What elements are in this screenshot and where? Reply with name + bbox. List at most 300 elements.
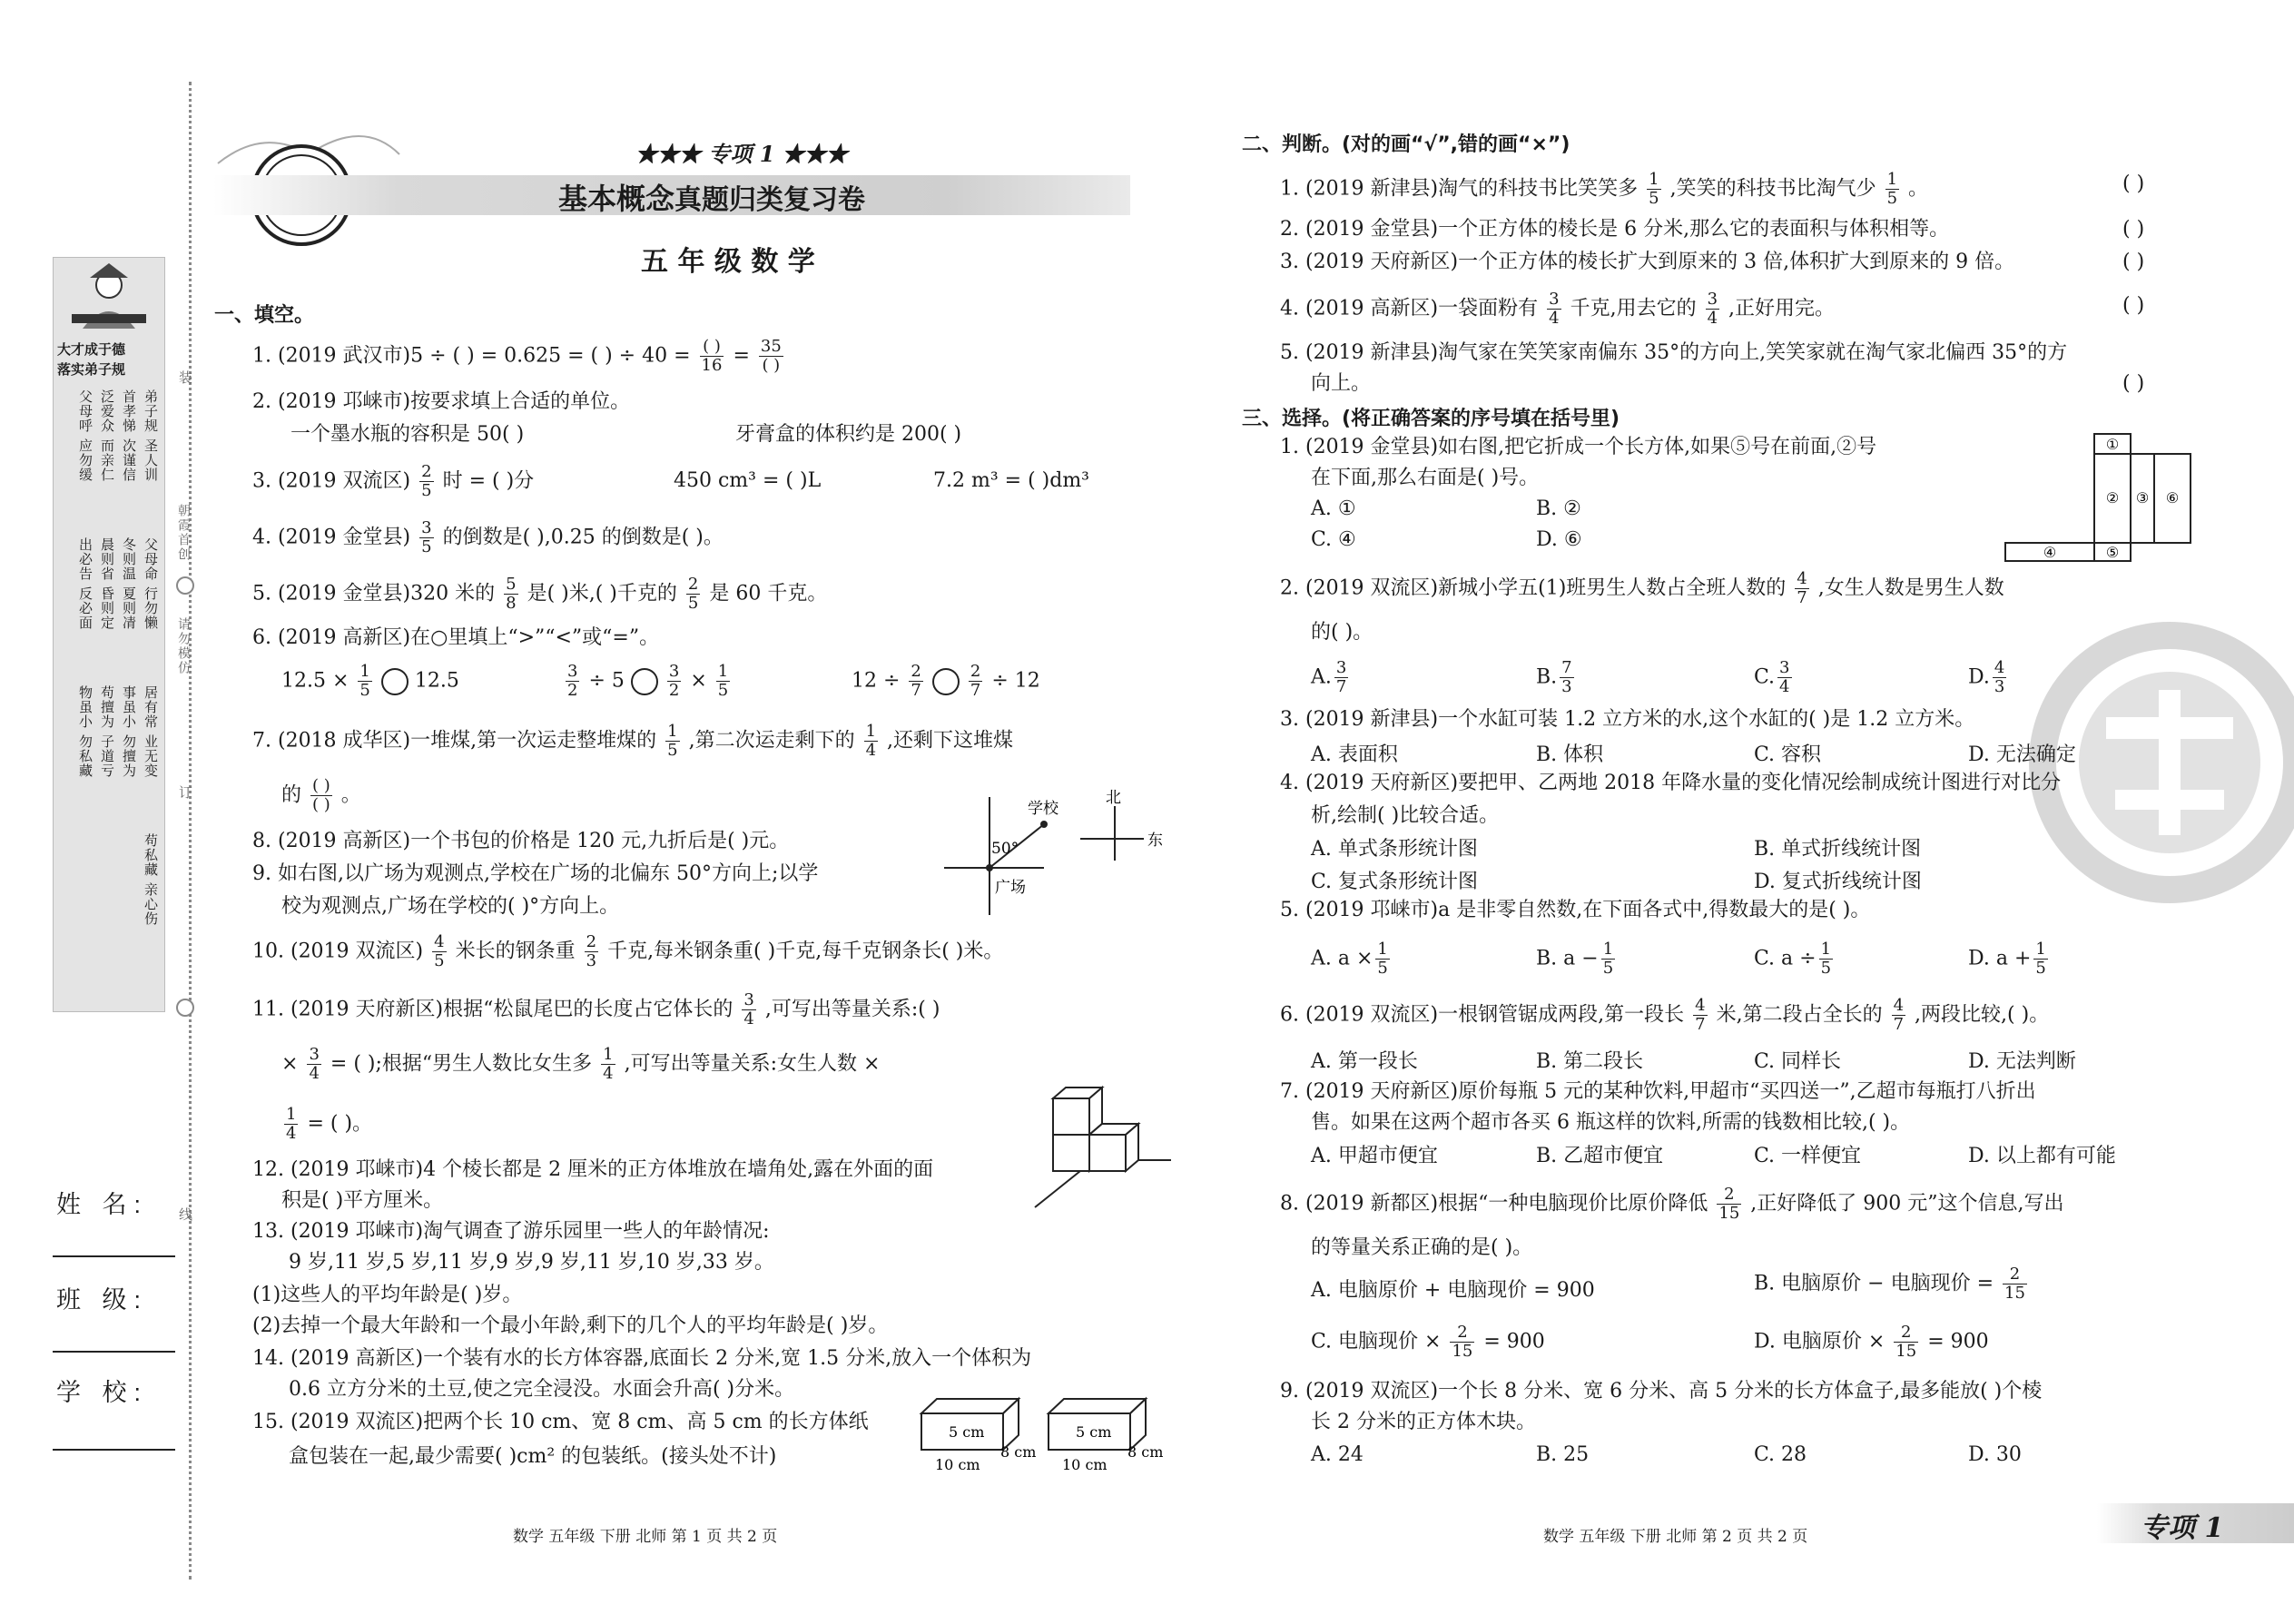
choice-7b[interactable]: 售。如果在这两个超市各买 6 瓶这样的饮料,所需的钱数相比较,( )。 <box>1311 1111 1911 1134</box>
fold-text-2: 订 <box>177 785 193 801</box>
fraction-answer[interactable] <box>310 777 332 814</box>
page-footer-right: 数学 五年级 下册 北师 第 2 页 共 2 页 <box>1543 1528 1808 1546</box>
fraction <box>969 663 982 700</box>
fraction-num: 4 <box>1994 658 2005 677</box>
fraction <box>1450 1324 1474 1361</box>
fraction-den: 5 <box>1602 959 1614 978</box>
question-10 <box>252 933 1003 970</box>
choice-2-opt-c[interactable] <box>1754 659 1795 696</box>
fraction-num: 5 <box>506 575 517 594</box>
question-9a: 9. 如右图,以广场为观测点,学校在广场的北偏东 50°方向上;以学 <box>252 862 819 885</box>
q11-prefix: 11. (2019 天府新区)根据“松鼠尾巴的长度占它体长的 <box>252 998 733 1021</box>
c6-mid: 米,第二段占全长的 <box>1716 1003 1883 1027</box>
fold-text-4: 请勿模仿 <box>176 617 191 675</box>
fraction-den: 4 <box>309 1064 320 1083</box>
j1-end: 。 <box>1908 177 1929 201</box>
q10-blanks[interactable]: 千克,每米钢条重( )千克,每千克钢条长( )米。 <box>607 940 1004 963</box>
fraction <box>1647 171 1660 208</box>
fraction <box>909 663 922 700</box>
fraction-num: 2 <box>970 662 981 681</box>
fraction-den: 4 <box>743 1009 754 1029</box>
fraction <box>665 723 679 760</box>
q1-text: 1. (2019 武汉市)5 ÷ ( ) = 0.625 = ( ) ÷ 40 = <box>252 344 691 368</box>
fraction <box>1777 659 1791 696</box>
question-14b[interactable]: 0.6 立方分米的土豆,使之完全浸没。水面会升高( )分米。 <box>289 1378 795 1401</box>
q11-times: × <box>281 1052 299 1076</box>
motto-col: 泛爱众 而亲仁 <box>99 389 115 482</box>
motto-col: 苟擅为 子道亏 <box>99 685 115 778</box>
fraction-den: 7 <box>1893 1015 1905 1034</box>
question-2b[interactable]: 牙膏盒的体积约是 200( ) <box>735 423 962 446</box>
compare-c <box>852 663 1040 700</box>
choice-8-opt-a[interactable]: A. 电脑原价 + 电脑现价 = 900 <box>1311 1279 1595 1302</box>
question-12b[interactable]: 积是( )平方厘米。 <box>281 1189 444 1212</box>
net-face-4: ④ <box>2043 544 2057 561</box>
fraction <box>742 991 755 1029</box>
fraction-num: 2 <box>1894 1324 1918 1343</box>
question-2: 2. (2019 邛崃市)按要求填上合适的单位。 <box>252 390 631 413</box>
choice-2b[interactable]: 的( )。 <box>1311 621 1373 644</box>
fraction-num: 1 <box>286 1105 297 1124</box>
opt-expr: C. 电脑现价 × <box>1311 1330 1442 1353</box>
sidebar-motto-panel <box>53 257 165 1012</box>
question-13-1[interactable]: (1)这些人的平均年龄是( )岁。 <box>252 1284 523 1306</box>
fraction <box>1717 1186 1741 1223</box>
c8-suffix: ,正好降低了 900 元”这个信息,写出 <box>1750 1192 2064 1216</box>
question-11-line3 <box>281 1106 372 1143</box>
choice-4-opt-c[interactable]: C. 复式条形统计图 <box>1311 871 1479 893</box>
judge-5-answer[interactable]: ( ) <box>2122 372 2145 395</box>
fraction-num: 3 <box>668 662 680 681</box>
section-subtitle: ★★★ 专项 1 ★★★ <box>635 141 848 167</box>
fraction <box>1894 1324 1918 1361</box>
fraction <box>1334 659 1348 696</box>
compare-circle[interactable] <box>932 668 960 695</box>
north-label: 北 <box>1106 789 1121 807</box>
choice-4b[interactable]: 析,绘制( )比较合适。 <box>1311 804 1500 827</box>
fraction-num: 2 <box>1717 1186 1741 1205</box>
fraction <box>1795 570 1808 607</box>
fraction <box>1547 290 1561 328</box>
judge-5b: 向上。 <box>1311 372 1372 395</box>
judge-2-answer[interactable]: ( ) <box>2122 218 2145 241</box>
opt-expr: A. a × <box>1311 947 1373 970</box>
fraction-den: 3 <box>1561 677 1572 696</box>
fraction-den: 5 <box>717 681 729 700</box>
name-label: 姓 名: <box>56 1191 149 1218</box>
fold-text-5: 线 <box>177 1207 193 1223</box>
choice-2-opt-a[interactable] <box>1311 659 1351 696</box>
judge-2: 2. (2019 金堂县)一个正方体的棱长是 6 分米,那么它的表面积与体积相等。 <box>1280 218 1950 241</box>
fraction <box>1819 940 1833 978</box>
fraction-num: 4 <box>434 932 445 951</box>
fraction <box>1601 940 1615 978</box>
fraction-den: 4 <box>1549 309 1560 328</box>
choice-1a: 1. (2019 金堂县)如右图,把它折成一个长方体,如果⑤号在前面,②号 <box>1280 436 1877 458</box>
fraction-num: 3 <box>567 662 578 681</box>
c6-prefix: 6. (2019 双流区)一根钢管锯成两段,第一段长 <box>1280 1003 1685 1027</box>
fraction-num: 3 <box>1779 658 1790 677</box>
fraction-num: 1 <box>1820 940 1832 959</box>
fraction <box>686 576 700 613</box>
question-7-answer <box>281 777 361 814</box>
fraction-den: 5 <box>1649 189 1659 208</box>
q4-prefix: 4. (2019 金堂县) <box>252 526 411 549</box>
q3-blank-2[interactable]: 450 cm³ = ( )L <box>674 469 822 492</box>
choice-9-opt-b[interactable]: B. 25 <box>1536 1443 1590 1466</box>
q7-mid: ,第二次运走剩下的 <box>688 729 855 753</box>
opt-expr: C. a ÷ <box>1754 947 1816 970</box>
box1-height: 5 cm <box>949 1423 985 1441</box>
fraction <box>1993 659 2006 696</box>
choice-1-opt-a[interactable]: A. ① <box>1311 497 1356 520</box>
motto-col: 晨则省 昏则定 <box>99 537 115 630</box>
fraction-den: 5 <box>1886 189 1898 208</box>
choice-1b[interactable]: 在下面,那么右面是( )号。 <box>1311 467 1540 489</box>
box2-width: 8 cm <box>1127 1443 1164 1461</box>
question-15b[interactable]: 盒包装在一起,最少需要( )cm² 的包装纸。(接头处不计) <box>289 1445 777 1468</box>
class-field[interactable] <box>53 1351 175 1353</box>
fraction-den: 15 <box>1718 1204 1740 1223</box>
fraction <box>419 463 433 500</box>
fraction-den: 4 <box>1707 309 1718 328</box>
choice-1-opt-b[interactable]: B. ② <box>1536 497 1581 520</box>
compare-b-op: ÷ 5 <box>588 669 625 693</box>
fraction-num: 3 <box>743 990 754 1009</box>
q7-prefix: 7. (2018 成华区)一堆煤,第一次运走整堆煤的 <box>252 729 657 753</box>
q5-suffix: 是 60 千克。 <box>709 582 828 605</box>
choice-5-opt-b[interactable] <box>1536 940 1618 978</box>
q5-blanks[interactable]: 是( )米,( )千克的 <box>527 582 677 605</box>
choice-6-opt-b[interactable]: B. 第二段长 <box>1536 1050 1644 1073</box>
title-rest: 真题归类复习卷 <box>674 184 866 216</box>
motto-col: 苟私藏 亲心伤 <box>143 833 159 926</box>
fraction-den: 3 <box>1994 677 2005 696</box>
judge-3: 3. (2019 天府新区)一个正方体的棱长扩大到原来的 3 倍,体积扩大到原来的 9 倍。 <box>1280 251 2015 273</box>
fraction-num: 7 <box>1561 658 1572 677</box>
fraction-den: 5 <box>434 951 445 970</box>
question-6: 6. (2019 高新区)在○里填上“>”“<”或“=”。 <box>252 626 660 649</box>
net-face-5: ⑤ <box>2105 544 2120 561</box>
judge-1 <box>1280 171 1928 208</box>
choice-4-opt-b[interactable]: B. 单式折线统计图 <box>1754 838 1922 861</box>
motto-col: 父母命 行勿懒 <box>143 537 159 630</box>
fraction-num: 35 <box>760 337 782 356</box>
question-2a[interactable]: 一个墨水瓶的容积是 50( ) <box>290 423 525 446</box>
fraction <box>284 1106 298 1143</box>
fraction-den: 3 <box>586 951 597 970</box>
title-bold: 基本概念 <box>558 182 675 216</box>
choice-5-opt-d[interactable] <box>1968 940 2051 978</box>
choice-8b[interactable]: 的等量关系正确的是( )。 <box>1311 1236 1533 1259</box>
choice-3-opt-d[interactable]: D. 无法确定 <box>1968 743 2076 766</box>
compare-c-right: ÷ 12 <box>991 669 1040 693</box>
fraction <box>864 723 878 760</box>
fraction <box>667 663 681 700</box>
q7-de: 的 <box>281 783 302 807</box>
opt-expr-end: = 900 <box>1927 1330 1989 1353</box>
fraction-den[interactable]: ( ) <box>312 795 330 814</box>
question-4 <box>252 519 724 556</box>
c8-prefix: 8. (2019 新都区)根据“一种电脑现价比原价降低 <box>1280 1192 1708 1216</box>
school-field[interactable] <box>53 1449 175 1451</box>
choice-3-opt-c[interactable]: C. 容积 <box>1754 743 1822 766</box>
choice-5[interactable]: 5. (2019 邛崃市)a 是非零自然数,在下面各式中,得数最大的是( )。 <box>1280 899 1871 921</box>
fraction-num: 2 <box>586 932 597 951</box>
fraction-num: 1 <box>1649 170 1659 189</box>
net-face-1: ① <box>2105 436 2120 453</box>
fraction-num: 1 <box>603 1045 614 1064</box>
boxes-diagram <box>917 1393 1180 1475</box>
fraction <box>1560 659 1573 696</box>
fraction-den: 4 <box>286 1124 297 1143</box>
fraction <box>358 663 371 700</box>
choice-2-opt-d[interactable] <box>1968 659 2009 696</box>
opt-expr: D. 电脑原价 × <box>1754 1330 1885 1353</box>
question-7 <box>252 723 1013 760</box>
compare-c-left: 12 ÷ <box>852 669 901 693</box>
corner-tag: 专项 1 <box>2141 1512 2224 1544</box>
choice-9-opt-c[interactable]: C. 28 <box>1754 1443 1807 1466</box>
fraction-num: 4 <box>1797 569 1807 588</box>
j4-end: ,正好用完。 <box>1728 297 1836 320</box>
fraction <box>585 933 598 970</box>
fraction-den: 15 <box>1895 1342 1917 1361</box>
q11-blank-1[interactable]: ,可写出等量关系:( ) <box>764 998 940 1021</box>
fraction-num[interactable]: ( ) <box>312 776 330 795</box>
question-3 <box>252 463 534 500</box>
choice-9a[interactable]: 9. (2019 双流区)一个长 8 分米、宽 6 分米、高 5 分米的长方体盒子,最多能放( )个棱 <box>1280 1380 2043 1403</box>
fraction <box>1892 997 1905 1034</box>
choice-8 <box>1280 1186 2064 1223</box>
choice-5-opt-a[interactable] <box>1311 940 1393 978</box>
question-14a: 14. (2019 高新区)一个装有水的长方体容器,底面长 2 分米,宽 1.5 分米,放入一个体积为 <box>252 1347 1032 1370</box>
punch-hole-icon <box>176 999 194 1017</box>
grade-subject: 五 年 级 数 学 <box>641 246 815 278</box>
choice-3-opt-b[interactable]: B. 体积 <box>1536 743 1604 766</box>
fraction-den: 5 <box>1820 959 1832 978</box>
question-13a: 13. (2019 邛崃市)淘气调查了游乐园里一些人的年龄情况: <box>252 1220 770 1243</box>
fraction-den: 4 <box>603 1064 614 1083</box>
fraction-num: 2 <box>421 462 432 481</box>
question-13b: 9 岁,11 岁,5 岁,11 岁,9 岁,9 岁,11 岁,10 岁,33 岁。 <box>289 1251 774 1274</box>
choice-6 <box>1280 997 2049 1034</box>
fraction-den: 8 <box>506 594 517 613</box>
choice-6-opt-d[interactable]: D. 无法判断 <box>1968 1050 2076 1073</box>
j4-prefix: 4. (2019 高新区)一袋面粉有 <box>1280 297 1539 320</box>
fraction <box>566 663 579 700</box>
fraction-den: 5 <box>667 741 678 760</box>
question-13-2[interactable]: (2)去掉一个最大年龄和一个最小年龄,剩下的几个人的平均年龄是( )岁。 <box>252 1314 889 1337</box>
fraction-num[interactable]: ( ) <box>700 338 724 357</box>
fraction-num: 1 <box>717 662 729 681</box>
choice-4a: 4. (2019 天府新区)要把甲、乙两地 2018 年降水量的变化情况绘制成统计图进行对比分 <box>1280 772 2062 794</box>
motto-col: 冬则温 夏则凊 <box>121 537 137 630</box>
name-field[interactable] <box>53 1255 175 1257</box>
net-face-6: ⑥ <box>2165 489 2180 507</box>
fraction-num: 2 <box>911 662 921 681</box>
question-11-line2 <box>281 1046 880 1083</box>
motto-col: 弟子规 圣人训 <box>143 389 159 482</box>
banner-line-2: 落实弟子规 <box>57 361 126 378</box>
opt-letter: D. <box>1968 665 1990 689</box>
judge-3-answer[interactable]: ( ) <box>2122 251 2145 273</box>
fraction-den: 5 <box>421 481 432 500</box>
question-12a: 12. (2019 邛崃市)4 个棱长都是 2 厘米的正方体堆放在墙角处,露在外面的面 <box>252 1158 934 1181</box>
q7-suffix: ,还剩下这堆煤 <box>887 729 1014 753</box>
question-8[interactable]: 8. (2019 高新区)一个书包的价格是 120 元,九折后是( )元。 <box>252 830 790 852</box>
fraction-den: 5 <box>1377 959 1388 978</box>
fraction <box>716 663 730 700</box>
page-title <box>558 176 865 218</box>
fraction <box>700 338 724 375</box>
choice-7-opt-c[interactable]: C. 一样便宜 <box>1754 1145 1862 1167</box>
q10-prefix: 10. (2019 双流区) <box>252 940 424 963</box>
j4-mid: 千克,用去它的 <box>1570 297 1697 320</box>
fraction <box>432 933 446 970</box>
judge-4-answer[interactable]: ( ) <box>2122 294 2145 317</box>
fraction-num: 1 <box>359 662 370 681</box>
choice-6-opt-a[interactable]: A. 第一段长 <box>1311 1050 1418 1073</box>
choice-3[interactable]: 3. (2019 新津县)一个水缸可装 1.2 立方米的水,这个水缸的( )是 1.2 立方米。 <box>1280 708 1975 731</box>
fraction-den: 2 <box>668 681 680 700</box>
compare-a-right: 12.5 <box>414 669 459 693</box>
choice-5-opt-c[interactable] <box>1754 940 1836 978</box>
choice-2 <box>1280 570 2004 607</box>
square-label: 广场 <box>995 879 1026 897</box>
q4-blanks[interactable]: 的倒数是( ),0.25 的倒数是( )。 <box>442 526 724 549</box>
compare-b <box>563 663 733 700</box>
choice-7-opt-a[interactable]: A. 甲超市便宜 <box>1311 1145 1438 1167</box>
page-footer-left: 数学 五年级 下册 北师 第 1 页 共 2 页 <box>513 1528 778 1546</box>
opt-letter: C. <box>1754 665 1776 689</box>
choice-9-opt-d[interactable]: D. 30 <box>1968 1443 2022 1466</box>
fraction-num: 2 <box>1450 1324 1474 1343</box>
opt-expr: B. 电脑原价 − 电脑现价 = <box>1754 1272 1994 1295</box>
opt-letter: B. <box>1536 665 1558 689</box>
choice-6-opt-c[interactable]: C. 同样长 <box>1754 1050 1842 1073</box>
opt-letter: A. <box>1311 665 1332 689</box>
compare-a <box>281 663 459 700</box>
choice-4-opt-d[interactable]: D. 复式折线统计图 <box>1754 871 1922 893</box>
banner-line-1: 大才成于德 <box>57 341 126 358</box>
class-label: 班 级: <box>56 1286 149 1314</box>
choice-1-opt-d[interactable]: D. ⑥ <box>1536 528 1582 551</box>
section-choice: 三、选择。(将正确答案的序号填在括号里) <box>1242 408 1620 430</box>
q7-end: 。 <box>340 783 361 807</box>
fraction-den: 4 <box>1779 677 1790 696</box>
choice-2-opt-b[interactable] <box>1536 659 1577 696</box>
net-face-3: ③ <box>2135 489 2150 507</box>
fraction <box>1885 171 1899 208</box>
fraction-num: 3 <box>1335 658 1347 677</box>
judge-4 <box>1280 290 1835 328</box>
compare-circle[interactable] <box>381 668 409 695</box>
motto-col: 首孝悌 次谨信 <box>121 389 137 482</box>
question-11 <box>252 991 940 1029</box>
fraction-den: 7 <box>970 681 981 700</box>
box2-length: 10 cm <box>1062 1456 1108 1473</box>
choice-1-opt-c[interactable]: C. ④ <box>1311 528 1356 551</box>
school-label: 学校 <box>1028 800 1058 818</box>
choice-3-opt-a[interactable]: A. 表面积 <box>1311 743 1398 766</box>
j1-prefix: 1. (2019 新津县)淘气的科技书比笑笑多 <box>1280 177 1639 201</box>
school-label: 学 校: <box>56 1379 149 1406</box>
fraction-num: 1 <box>865 722 877 741</box>
c2-prefix: 2. (2019 双流区)新城小学五(1)班男生人数占全班人数的 <box>1280 576 1787 600</box>
fraction <box>504 576 517 613</box>
choice-9b: 长 2 分米的正方体木块。 <box>1311 1411 1536 1433</box>
judge-1-answer[interactable]: ( ) <box>2122 172 2145 195</box>
fold-line <box>189 82 192 1580</box>
choice-7a: 7. (2019 天府新区)原价每瓶 5 元的某种饮料,甲超市“买四送一”,乙超市每瓶打八折出 <box>1280 1080 2036 1103</box>
fraction-num: 1 <box>1886 170 1898 189</box>
box2-height: 5 cm <box>1076 1423 1112 1441</box>
motto-columns <box>59 389 161 979</box>
fraction <box>2003 1265 2027 1303</box>
fraction-num: 2 <box>687 575 699 594</box>
east-label: 东 <box>1147 832 1163 850</box>
fraction-num: 4 <box>1893 996 1905 1015</box>
scholar-icon <box>54 258 164 340</box>
compare-circle[interactable] <box>631 668 658 695</box>
motto-col: 父母呼 应勿缓 <box>77 389 94 482</box>
fraction <box>601 1046 615 1083</box>
fold-text-1: 装 <box>177 370 193 386</box>
fraction <box>307 1046 320 1083</box>
punch-hole-icon <box>176 576 194 595</box>
fraction-den: 16 <box>701 356 723 375</box>
q11-suffix: ,可写出等量关系:女生人数 × <box>624 1052 881 1076</box>
fraction <box>1693 997 1707 1034</box>
net-face-2: ② <box>2105 489 2120 507</box>
fraction-num: 1 <box>2035 940 2046 959</box>
choice-9-opt-a[interactable]: A. 24 <box>1311 1443 1364 1466</box>
fraction-den: 7 <box>911 681 921 700</box>
cubes-in-corner-diagram <box>1026 1080 1171 1216</box>
choice-8-opt-c[interactable] <box>1311 1324 1545 1361</box>
section-fill-blank: 一、填空。 <box>214 304 315 327</box>
c6-blank[interactable]: ,两段比较,( )。 <box>1915 1003 2050 1027</box>
q1-eq: = <box>733 344 750 368</box>
fraction-den: 15 <box>2004 1284 2025 1303</box>
q11-blank-3[interactable]: = ( )。 <box>307 1112 373 1136</box>
motto-col: 出必告 反必面 <box>77 537 94 630</box>
fraction-num: 3 <box>421 518 432 537</box>
q3-blank-1[interactable]: 时 = ( )分 <box>442 469 535 493</box>
c2-suffix: ,女生人数是男生人数 <box>1817 576 2004 600</box>
fraction <box>759 338 783 375</box>
choice-8-opt-b[interactable] <box>1754 1265 2030 1303</box>
choice-8-opt-d[interactable] <box>1754 1324 1989 1361</box>
compare-a-left: 12.5 × <box>281 669 350 693</box>
fraction-den: 7 <box>1335 677 1347 696</box>
choice-7-opt-d[interactable]: D. 以上都有可能 <box>1968 1145 2116 1167</box>
choice-4-opt-a[interactable]: A. 单式条形统计图 <box>1311 838 1478 861</box>
question-9b[interactable]: 校为观测点,广场在学校的( )°方向上。 <box>281 895 620 918</box>
angle-label: 50° <box>991 840 1019 858</box>
opt-expr-end: = 900 <box>1483 1330 1545 1353</box>
q3-blank-3[interactable]: 7.2 m³ = ( )dm³ <box>933 469 1090 492</box>
fraction <box>419 519 433 556</box>
motto-col: 居有常 业无变 <box>143 685 159 778</box>
q3-prefix: 3. (2019 双流区) <box>252 469 411 493</box>
choice-7-opt-b[interactable]: B. 乙超市便宜 <box>1536 1145 1664 1167</box>
q11-blank-2[interactable]: = ( );根据“男生人数比女生多 <box>330 1052 593 1076</box>
j1-mid: ,笑笑的科技书比淘气少 <box>1669 177 1876 201</box>
fraction-den[interactable]: ( ) <box>762 356 781 375</box>
section-judge: 二、判断。(对的画“√”,错的画“×”) <box>1242 133 1570 156</box>
